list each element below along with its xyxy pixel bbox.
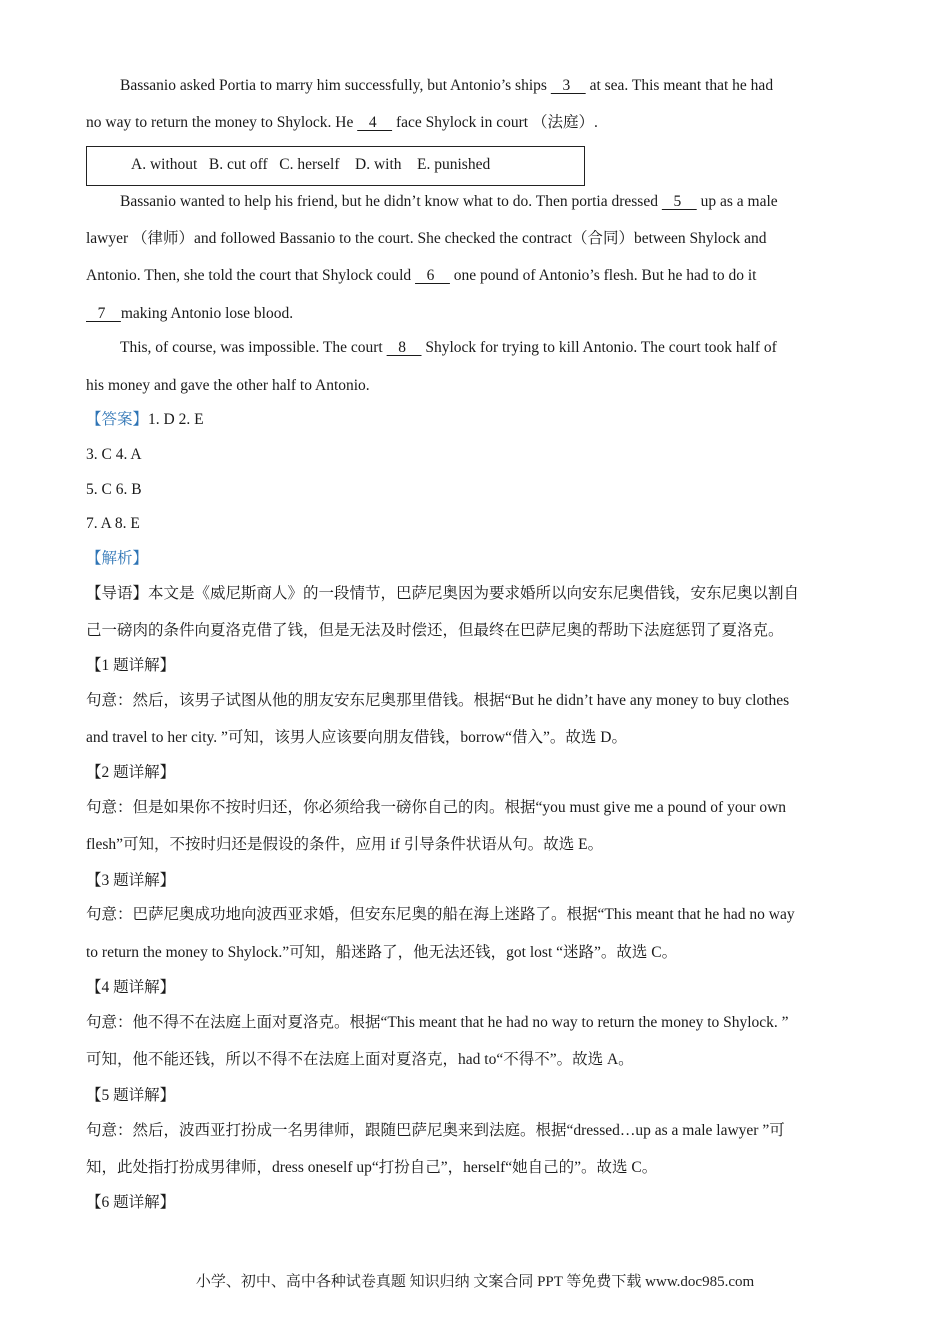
passage-text: This, of course, was impossible. The court (120, 339, 387, 356)
options-box (86, 146, 585, 186)
blank-5: 5 (661, 193, 697, 210)
passage-text: at sea. This meant that he had (585, 77, 774, 94)
q2-text: 句意：但是如果你不按时归还，你必须给我一磅你自己的肉。根据“you must give me a pound of your own (86, 799, 787, 816)
answer-row: 1. D 2. E (148, 411, 204, 428)
blank-4: 4 (357, 114, 393, 131)
q1-text: 句意：然后，该男子试图从他的朋友安东尼奥那里借钱。根据“But he didn’t have any money to buy clothes (86, 692, 790, 709)
blank-7: 7 (86, 305, 121, 322)
passage-text: Bassanio asked Portia to marry him successfully, but Antonio’s ships (120, 77, 551, 94)
passage-text: face Shylock in court （法庭）. (392, 114, 598, 131)
blank-6: 6 (415, 267, 450, 284)
passage-text: up as a male (696, 193, 778, 210)
passage-line (86, 113, 864, 133)
answer-line (86, 410, 864, 430)
passage-text: Shylock for trying to kill Antonio. The court took half of (421, 339, 777, 356)
intro-label: 【导语】 (86, 585, 149, 602)
q3-text: to return the money to Shylock.”可知，船迷路了，他无法还钱，got lost “迷路”。故选 C。 (86, 944, 678, 961)
passage-line (120, 338, 864, 358)
passage-text: no way to return the money to Shylock. He (86, 114, 358, 131)
answer-row: 3. C 4. A (86, 446, 142, 463)
answer-row: 7. A 8. E (86, 515, 140, 532)
passage-text: Bassanio wanted to help his friend, but he didn’t know what to do. Then portia dressed (120, 193, 662, 210)
passage-text: Antonio. Then, she told the court that Shylock could (86, 267, 416, 284)
q5-text: 知，此处指打扮成男律师，dress oneself up“打扮自己”，herself“她自己的”。故选 C。 (86, 1159, 658, 1176)
q4-text: 可知，他不能还钱，所以不得不在法庭上面对夏洛克，had to“不得不”。故选 A。 (86, 1051, 634, 1068)
answer-row: 5. C 6. B (86, 481, 142, 498)
blank-8: 8 (386, 339, 422, 356)
intro-line: 己一磅肉的条件向夏洛克借了钱，但是无法及时偿还，但最终在巴萨尼奥的帮助下法庭惩罚了夏洛克。 (86, 622, 784, 639)
passage-line (86, 304, 864, 324)
passage-line (120, 76, 864, 96)
q2-heading: 【2 题详解】 (86, 764, 176, 781)
passage-text: lawyer （律师）and followed Bassanio to the court. She checked the contract（合同）between Shylock and (86, 230, 767, 247)
options-text: A. without B. cut off C. herself D. with E. punished (131, 156, 491, 173)
q5-heading: 【5 题详解】 (86, 1087, 176, 1104)
q4-text: 句意：他不得不在法庭上面对夏洛克。根据“This meant that he had no way to return the money to Shylock. ” (86, 1014, 789, 1031)
q2-text: flesh”可知，不按时归还是假设的条件，应用 if 引导条件状语从句。故选 E。 (86, 836, 604, 853)
passage-line (86, 229, 864, 249)
q3-text: 句意：巴萨尼奥成功地向波西亚求婚，但安东尼奥的船在海上迷路了。根据“This meant that he had no way (86, 906, 795, 923)
passage-line (86, 376, 864, 396)
passage-line (120, 192, 864, 212)
analysis-label: 【解析】 (86, 550, 149, 567)
q4-heading: 【4 题详解】 (86, 979, 176, 996)
q1-text: and travel to her city. ”可知，该男人应该要向朋友借钱，borrow“借入”。故选 D。 (86, 729, 627, 746)
intro-text: 本文是《威尼斯商人》的一段情节，巴萨尼奥因为要求婚所以向安东尼奥借钱，安东尼奥以割自 (148, 585, 800, 602)
passage-text: one pound of Antonio’s flesh. But he had to do it (449, 267, 757, 284)
q1-heading: 【1 题详解】 (86, 657, 176, 674)
passage-text: his money and gave the other half to Antonio. (86, 377, 370, 394)
q6-heading: 【6 题详解】 (86, 1194, 176, 1211)
blank-3: 3 (550, 77, 586, 94)
answer-label: 【答案】 (86, 411, 149, 428)
page-footer: 小学、初中、高中各种试卷真题 知识归纳 文案合同 PPT 等免费下载 www.doc985.com (195, 1274, 755, 1290)
intro-line (86, 584, 864, 604)
passage-line (86, 266, 864, 286)
passage-text: making Antonio lose blood. (120, 305, 294, 322)
q3-heading: 【3 题详解】 (86, 872, 176, 889)
q5-text: 句意：然后，波西亚打扮成一名男律师，跟随巴萨尼奥来到法庭。根据“dressed…up as a male lawyer ”可 (86, 1122, 785, 1139)
